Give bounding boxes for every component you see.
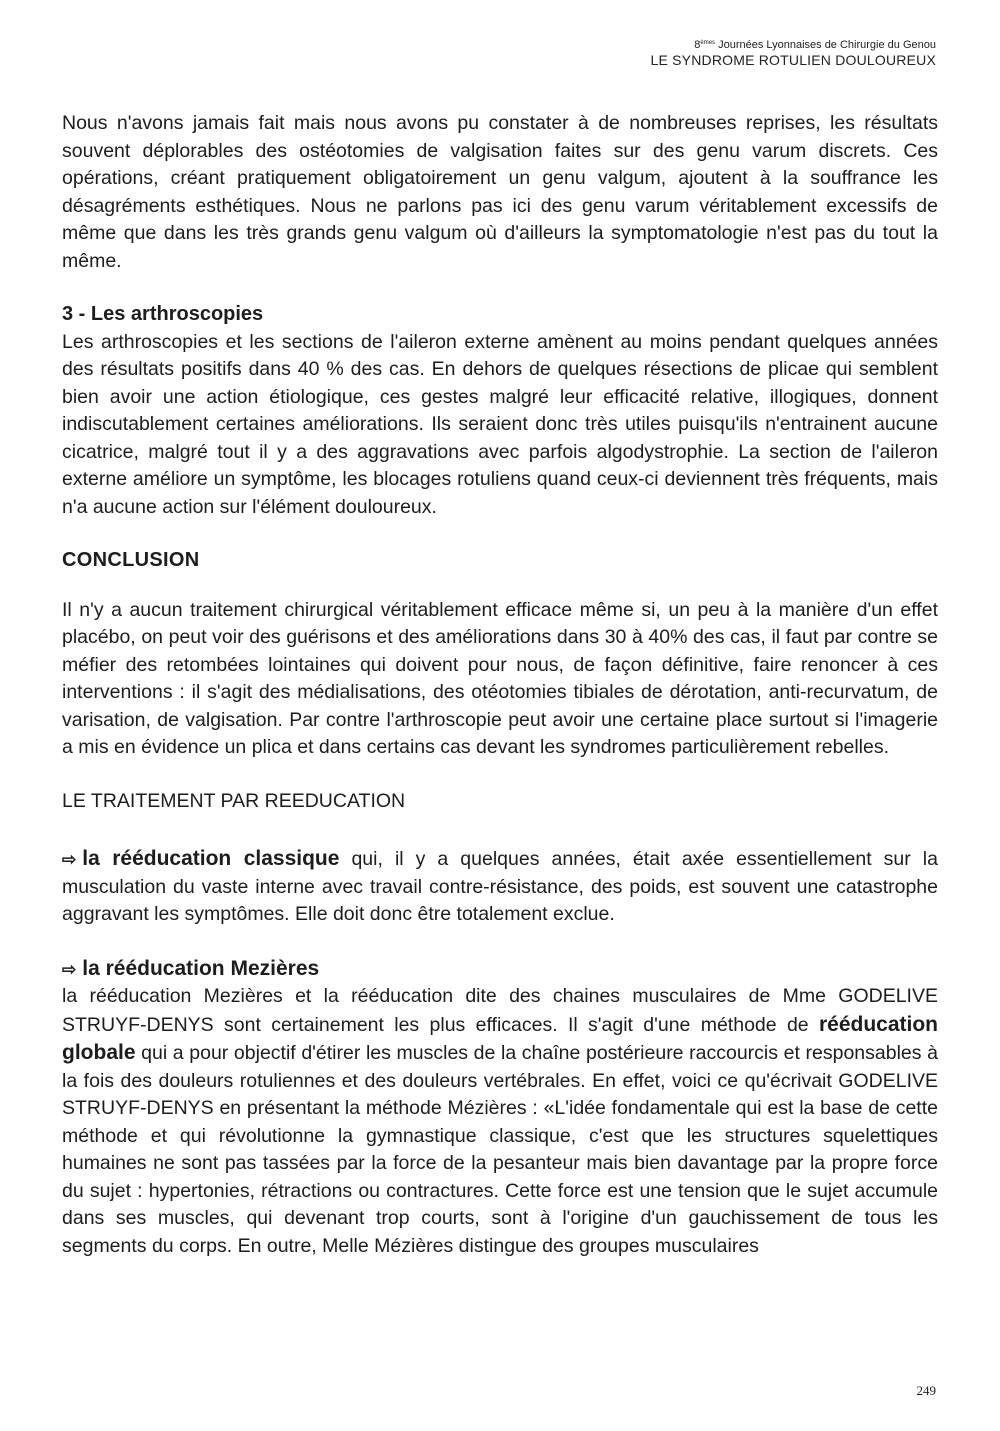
page-body	[62, 110, 938, 1260]
mezieres-text-before: la rééducation Mezières et la rééducation dite des chaines musculaires de Mme GODELIVE STRUYF-DENYS sont certainement les plus efficaces. Il s'agit d'une méthode de	[62, 985, 938, 1036]
journal-name	[651, 36, 936, 52]
page-number: 249	[916, 1383, 936, 1398]
arrow-icon: ⇨	[62, 850, 77, 869]
paragraph-classic-reeducation	[62, 845, 938, 929]
classic-reeducation-text: qui, il y a quelques années, était axée essentiellement sur la musculation du vaste interne avec travail contre-résistance, des poids, est souvent une catastrophe aggravant les symptômes. Elle doit donc être totalement exclue.	[62, 848, 938, 925]
paragraph-mezieres	[62, 983, 938, 1260]
chapter-title: LE SYNDROME ROTULIEN DOULOUREUX	[650, 52, 936, 68]
journal-title: Journées Lyonnaises de Chirurgie du Genou	[715, 39, 936, 51]
paragraph-conclusion: Il n'y a aucun traitement chirurgical véritablement efficace même si, un peu à la manière d'un effet placébo, on peut voir des guérisons et des améliorations dans 30 à 40% des cas, il faut par contre se méfier des retombées lointaines qui doivent pour nous, de façon définitive, faire renoncer à ces interventions : il s'agit des médialisations, des otéotomies tibiales de dérotation, anti-recurvatum, de varisation, de valgisation. Par contre l'arthroscopie peut avoir une certaine place surtout si l'imagerie a mis en évidence un plica et dans certains cas devant les syndromes particulièrement rebelles.	[62, 598, 938, 758]
classic-reeducation-title: la rééducation classique	[82, 847, 340, 870]
mezieres-heading	[62, 955, 938, 984]
paragraph-osteotomies: Nous n'avons jamais fait mais nous avons pu constater à de nombreuses reprises, les résultats souvent déplorables des ostéotomies de valgisation faites sur des genu varum discrets. Ces opérations, créant pratiquement obligatoirement un genu valgum, ajoutent à la souffrance les désagréments esthétiques. Nous ne parlons pas ici des genu varum véritablement excessifs de même que dans les très grands genu valgum où d'ailleurs la symptomatologie n'est pas du tout la même.	[62, 112, 938, 272]
mezieres-title: la rééducation Mezières	[82, 956, 320, 980]
section-heading-arthroscopies: 3 - Les arthroscopies	[62, 303, 264, 325]
running-header	[651, 36, 936, 69]
mezieres-text-after: qui a pour objectif d'étirer les muscles de la chaîne postérieure raccourcis et responsables à la fois des douleurs rotuliennes et des douleurs vertébrales. En effet, voici ce qu'écrivait GODELIVE STRUYF-DENYS en présentant la méthode Mézières : «L'idée fondamentale qui est la base de cette méthode et qui révolutionne la gymnastique classique, c'est que les structures squelettiques humaines ne sont pas tassées par la force de la pesanteur mais bien davantage par la propre force du sujet : hypertonies, rétractions ou contractures. Cette force est une tension que le sujet accumule dans ses muscles, qui devenant trop courts, sont à l'origine d'un gauchissement de tous les segments du corps. En outre, Melle Mézières distingue des groupes musculaires	[62, 1042, 938, 1257]
arrow-icon: ⇨	[62, 959, 77, 979]
treatment-heading: LE TRAITEMENT PAR REEDUCATION	[62, 789, 406, 812]
journal-edition-suffix: èmes	[700, 40, 716, 46]
paragraph-arthroscopies: Les arthroscopies et les sections de l'aileron externe amènent au moins pendant quelques années des résultats positifs dans 40 % des cas. En dehors de quelques résections de plicae qui semblent bien avoir une action étiologique, ces gestes malgré leur efficacité relative, illogiques, donnent indiscutablement certaines améliorations. Ils seraient donc très utiles puisqu'ils n'entrainent aucune cicatrice, malgré tout il y a des aggravations avec parfois algodystrophie. La section de l'aileron externe améliore un symptôme, les blocages rotuliens quand ceux-ci deviennent très fréquents, mais n'a aucune action sur l'élément douloureux.	[62, 330, 938, 518]
global-reeducation-emphasis: rééducation globale	[62, 1012, 938, 1064]
journal-edition-number: 8	[694, 39, 701, 51]
conclusion-heading: CONCLUSION	[62, 549, 200, 571]
